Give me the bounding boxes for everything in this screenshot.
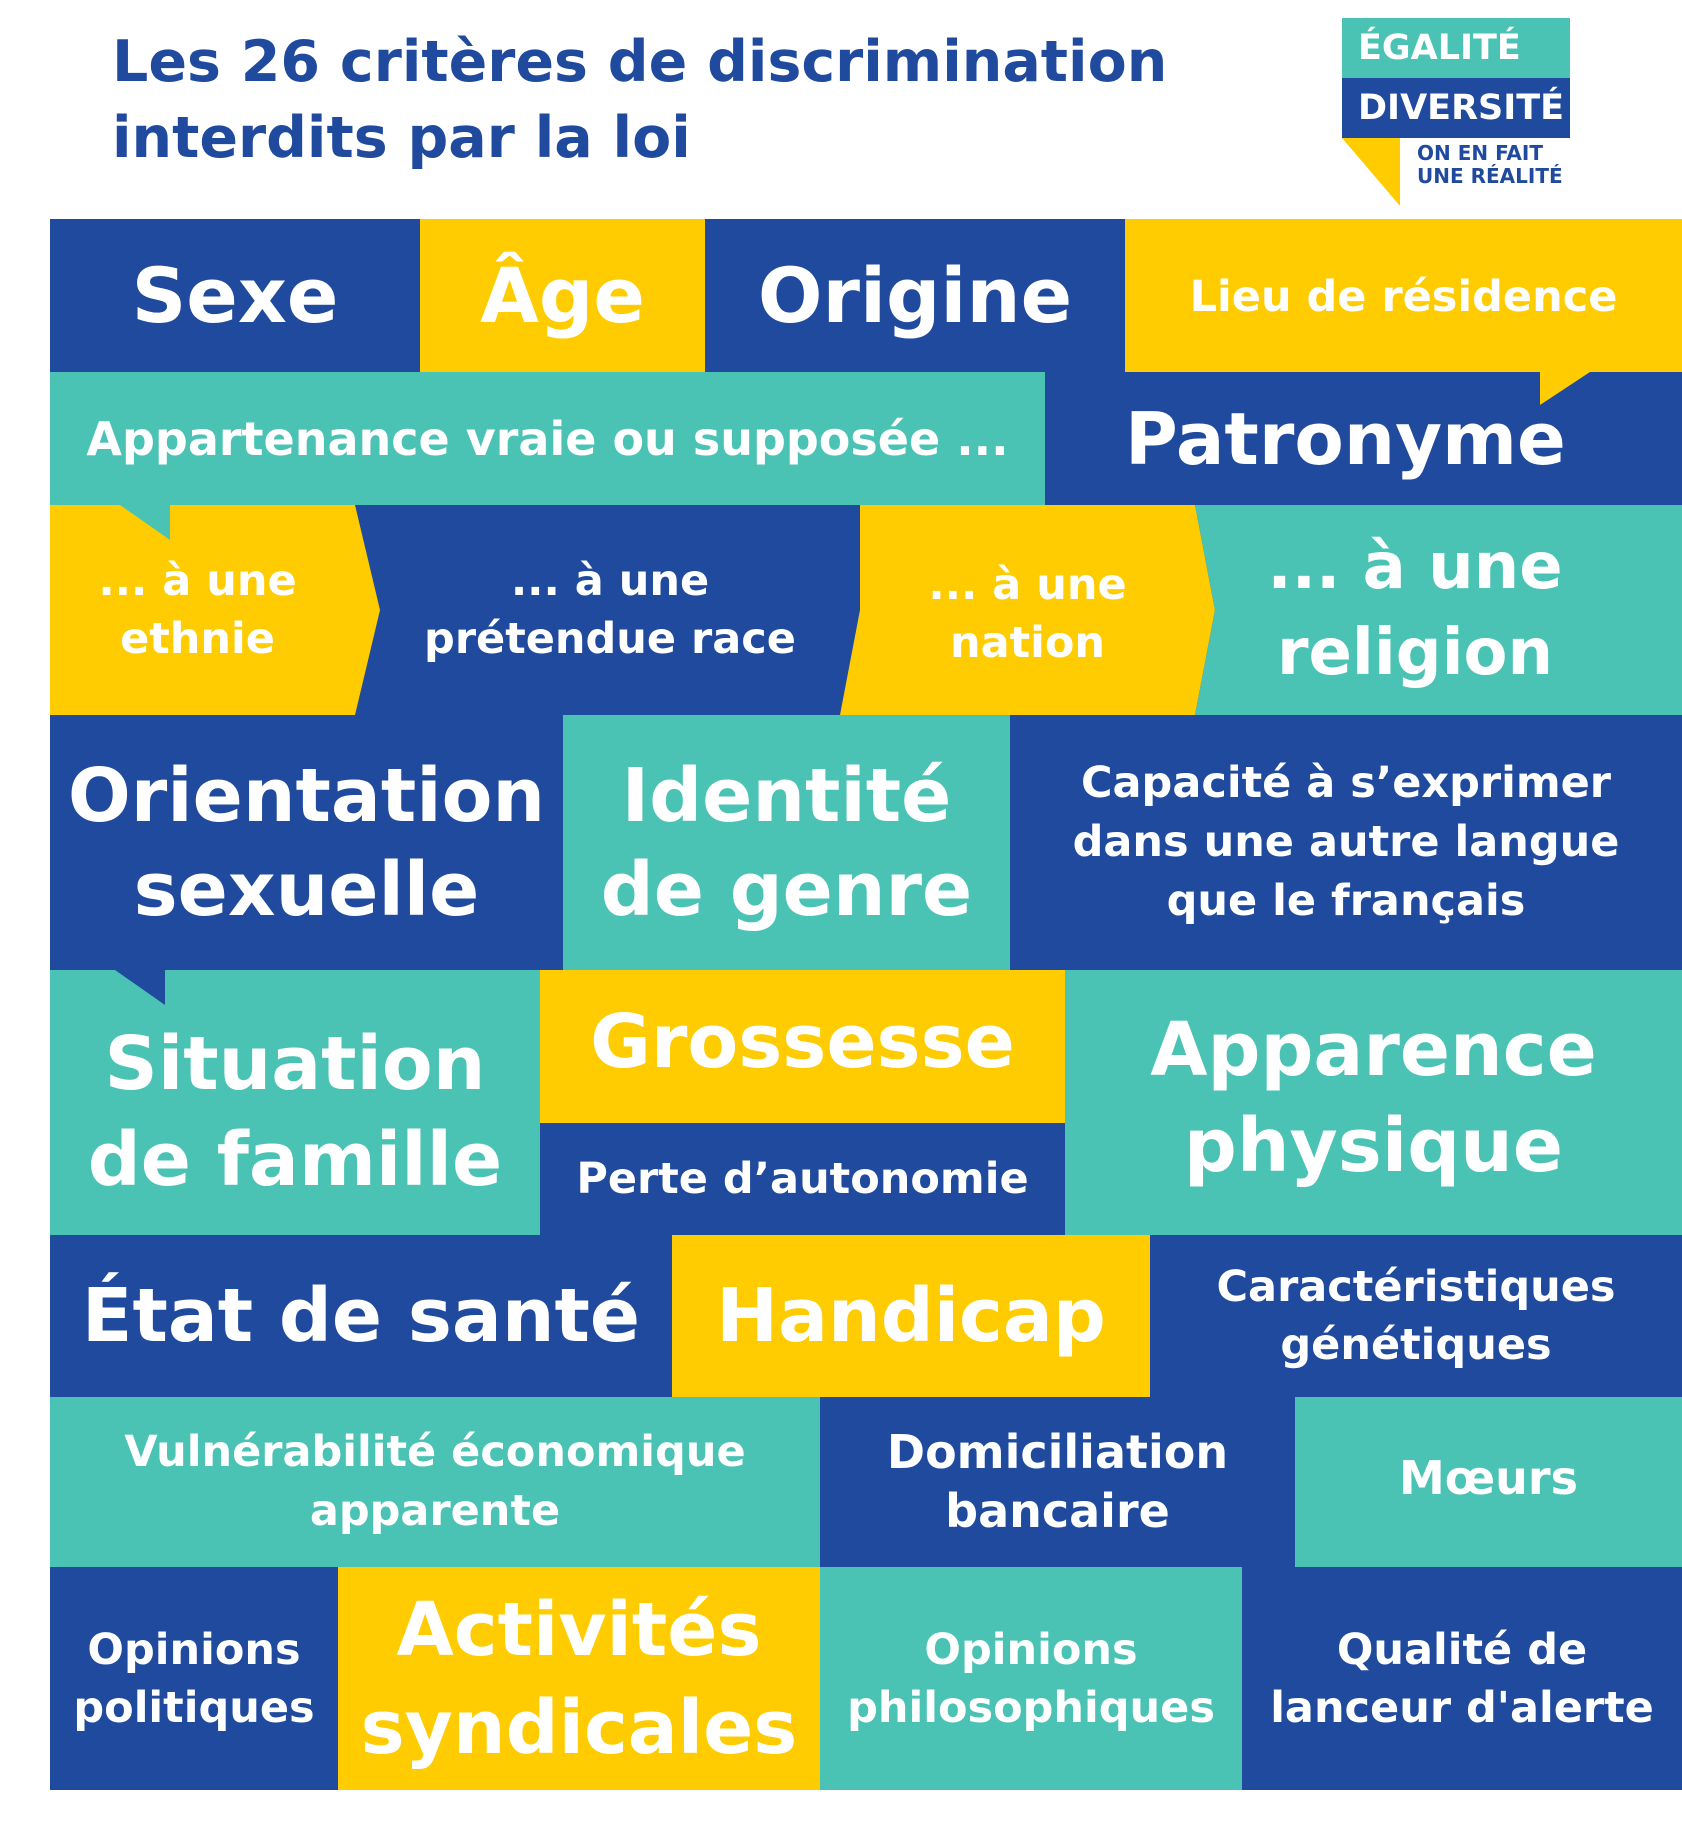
label-origine: Origine: [757, 251, 1073, 340]
label-apparence-physique: Apparence physique: [1150, 1006, 1597, 1189]
tile-ethnie: [50, 505, 355, 715]
label-domiciliation-bancaire: Domiciliation bancaire: [886, 1425, 1229, 1538]
label-appartenance: Appartenance vraie ou supposée ...: [86, 411, 1009, 466]
label-sexe: Sexe: [131, 251, 339, 340]
label-caracteristiques-genetiques: Caractéristiques génétiques: [1216, 1262, 1616, 1370]
logo-tagline-line-2: UNE RÉALITÉ: [1417, 164, 1563, 188]
label-langue: Capacité à s’exprimer dans une autre langue que le français: [1072, 758, 1620, 926]
label-situation-de-famille: Situation de famille: [87, 1020, 503, 1203]
label-grossesse: Grossesse: [590, 998, 1015, 1085]
label-ethnie: ... à une ethnie: [98, 556, 297, 664]
title-line-1: Les 26 critères de discrimination: [112, 29, 1168, 95]
logo-diversite: DIVERSITÉ: [1342, 78, 1570, 138]
label-orientation-sexuelle: Orientation sexuelle: [67, 752, 546, 933]
label-lieu-de-residence: Lieu de résidence: [1189, 271, 1618, 322]
label-lanceur-alerte: Qualité de lanceur d'alerte: [1270, 1624, 1654, 1733]
tile-nation: [860, 505, 1195, 715]
label-perte-autonomie: Perte d’autonomie: [576, 1154, 1029, 1204]
tail-lieu-de-residence-icon: [1540, 372, 1590, 405]
label-moeurs: Mœurs: [1399, 1451, 1578, 1505]
label-age: Âge: [480, 251, 645, 340]
tile-pretendue-race: [380, 505, 840, 715]
label-handicap: Handicap: [716, 1273, 1106, 1359]
tile-religion: [1215, 505, 1615, 715]
tail-apparence-icon: [1555, 1200, 1605, 1235]
label-activites-syndicales: Activités syndicales: [360, 1586, 798, 1771]
label-vulnerabilite-economique: Vulnérabilité économique apparente: [124, 1427, 746, 1536]
label-pretendue-race: ... à une prétendue race: [424, 556, 796, 664]
label-etat-de-sante: État de santé: [81, 1273, 641, 1359]
label-opinions-politiques: Opinions politiques: [73, 1624, 315, 1733]
label-religion: ... à une religion: [1267, 530, 1563, 690]
label-nation: ... à une nation: [928, 560, 1127, 668]
logo-egalite: ÉGALITÉ: [1342, 18, 1570, 78]
label-patronyme: Patronyme: [1125, 396, 1566, 481]
label-opinions-philosophiques: Opinions philosophiques: [847, 1624, 1215, 1733]
tail-orientation-icon: [115, 970, 165, 1005]
logo-tagline-line-1: ON EN FAIT: [1417, 141, 1543, 165]
label-identite-de-genre: Identité de genre: [600, 752, 973, 933]
title-line-2: interdits par la loi: [112, 105, 691, 171]
